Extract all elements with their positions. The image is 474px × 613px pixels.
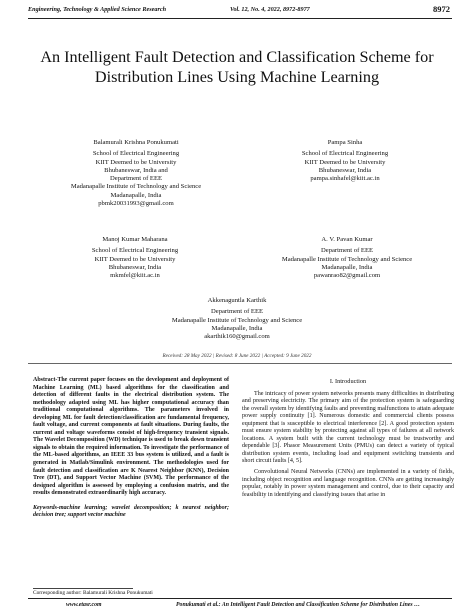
author-affiliation: Bhubaneswar, India and (104, 166, 168, 174)
author-affiliation: Department of EEE (110, 175, 162, 183)
abstract: Abstract-The current paper focuses on the development and deployment of Machine Learning (ML) based algorithms for the classification and detection of different faults in the electrical distribution system. The methodology adapted using ML has higher computational accuracy than traditional computational algorithms. The parameters involved in developing ML for fault detection/classification are fundamental frequency, fault voltage, and current components at fault situations. During faults, the current and voltage waveforms consist of high-frequency transient signals. The Wavelet Decomposition (WD) technique is used to break down transient signals to obtain the required information. To investigate the performance of the ML-based algorithms, an IEEE 33 bus system is utilized, and a fault is generated in Matlab/Simulink environment. The methodologies used for fault detection and classification are K Nearest Neighbor (KNN), Decision Tree (DT), and Support Vector Machine (SVM). The performance of the designed algorithm is assessed by employing a confusion matrix, and the results demonstrated extraordinarily high accuracy. (33, 377, 229, 497)
introduction-column (242, 378, 454, 499)
keywords: Keywords-machine learning; wavelet decomposition; k nearest neighbor; decision tree; support vector machine (33, 504, 229, 519)
footer-citation: Ponukumati et al.: An Intelligent Fault Detection and Classification Scheme for Distribution Lines … (176, 602, 420, 608)
author-email: pbmk20031993@gmail.com (98, 200, 174, 208)
author-affiliation: Madanapalle, India (211, 324, 263, 332)
author-affiliation: School of Electrical Engineering (301, 150, 389, 158)
corresponding-author: Corresponding author: Balamurali Krishna Ponukumati (33, 590, 153, 596)
received-dates: Received: 28 May 2022 | Revised: 8 June 2022 | Accepted: 9 June 2022 (162, 353, 312, 359)
paper-title: An Intelligent Fault Detection and Classification Scheme for Distribution Lines Using Machine Learning (40, 48, 434, 86)
author-affiliation: Department of EEE (211, 308, 263, 316)
author-email: pawanrao82@gmail.com (313, 272, 381, 280)
page-number: 8972 (433, 4, 450, 14)
author-block (46, 139, 226, 208)
author-affiliation: Department of EEE (321, 247, 373, 255)
author-name: Manoj Kumar Maharana (102, 236, 168, 243)
intro-paragraph: Convolutional Neural Networks (CNNs) are implemented in a variety of fields, including object recognition and language recognition. CNNs are getting increasingly popular, notably in power system management and control, due to their capacity and feasibility in identifying and classifying issues that arise in (242, 469, 454, 498)
author-affiliation: KIIT Deemed to be University (95, 158, 177, 166)
author-affiliation: Madanapalle Institute of Technology and Science (281, 255, 413, 263)
running-header (28, 4, 452, 19)
author-affiliation: School of Electrical Engineering (91, 247, 179, 255)
author-affiliation: KIIT Deemed to be University (304, 158, 386, 166)
journal-website: www.etasr.com (66, 602, 102, 608)
author-name: Balamurali Krishna Ponukumati (93, 139, 179, 146)
intro-paragraph: The intricacy of power system networks presents many difficulties in distributing and preserving electricity. The primary aim of the protection system is safeguarding the overall system by identifying faults and preventing malfunctions to attain adequate power supply continuity [1]. Numerous domestic and commercial clients possess equipment that is susceptible to electrical interference [2]. A good protection system must ensure system stability by protecting against all types of failures at all network locations. A system built with the current technology must be trustworthy and dependable [3]. Phasor Measurement Units (PMUs) can detect a variety of typical distribution system events, including load and equipment switching transients and short circuit faults [4, 5]. (242, 390, 454, 465)
author-email: mkmfel@kiit.ac.in (110, 272, 160, 280)
author-affiliation: Bhubaneswar, India (318, 166, 372, 174)
author-name: A. V. Pavan Kumar (321, 236, 373, 243)
author-block (150, 297, 324, 341)
author-block (262, 236, 432, 280)
author-affiliation: School of Electrical Engineering (92, 150, 180, 158)
author-affiliation: Madanapalle, India (110, 191, 162, 199)
author-email: pampa.sinhafel@kiit.ac.in (310, 175, 380, 183)
author-affiliation: Madanapalle, India (321, 263, 373, 271)
section-heading: I. Introduction (329, 378, 367, 385)
divider (28, 363, 452, 364)
running-footer (28, 598, 452, 610)
author-name: Pampa Sinha (327, 139, 363, 146)
author-affiliation: Madanapalle Institute of Technology and Science (171, 316, 303, 324)
volume-info: Vol. 12, No. 4, 2022, 8972-8977 (230, 6, 310, 13)
author-email: akarthik160@gmail.com (204, 333, 270, 341)
author-block (60, 236, 210, 280)
author-affiliation: Madanapalle Institute of Technology and Science (70, 183, 202, 191)
author-affiliation: Bhubaneswar, India (108, 263, 162, 271)
author-block (270, 139, 420, 183)
abstract-column (33, 377, 229, 520)
journal-name: Engineering, Technology & Applied Science Research (28, 6, 167, 13)
footnote-divider (33, 588, 133, 589)
author-name: Akkenaguntla Karthik (207, 297, 267, 304)
author-affiliation: KIIT Deemed to be University (94, 255, 176, 263)
